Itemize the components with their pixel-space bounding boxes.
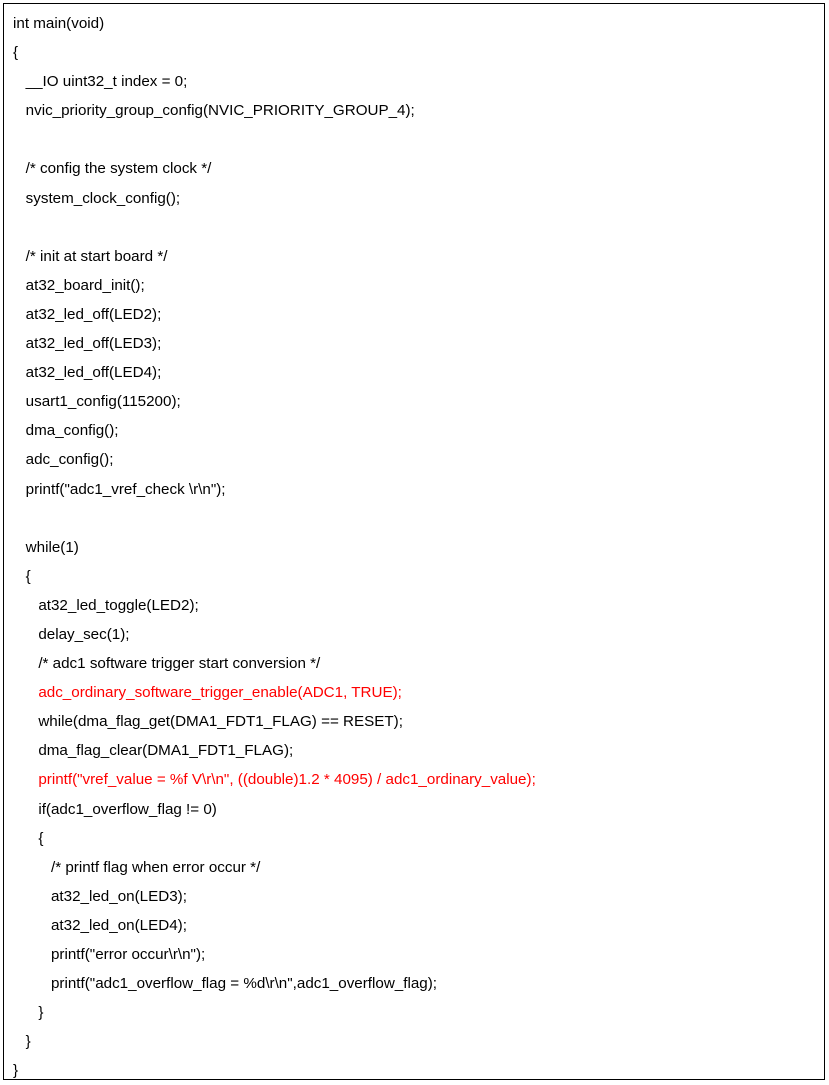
code-line: system_clock_config(); [13, 189, 181, 207]
code-line: at32_board_init(); [13, 276, 145, 294]
code-line: if(adc1_overflow_flag != 0) [13, 800, 217, 818]
code-line: at32_led_off(LED4); [13, 364, 162, 382]
code-line: /* init at start board */ [13, 247, 168, 265]
code-line: /* adc1 software trigger start conversion */ [13, 655, 321, 673]
code-line: } [13, 1062, 19, 1080]
code-line: at32_led_toggle(LED2); [13, 596, 199, 614]
code-line: delay_sec(1); [13, 625, 130, 643]
highlighted-code-line: adc_ordinary_software_trigger_enable(ADC1, TRUE); [13, 684, 402, 702]
code-line: printf("adc1_vref_check \r\n"); [13, 480, 226, 498]
code-line: while(1) [13, 538, 79, 556]
code-line: __IO uint32_t index = 0; [13, 73, 188, 91]
code-line: /* config the system clock */ [13, 160, 212, 178]
code-line: adc_config(); [13, 451, 114, 469]
code-listing-frame [3, 3, 825, 1080]
code-line [13, 213, 536, 242]
code-line: printf("adc1_overflow_flag = %d\r\n",adc1_overflow_flag); [13, 975, 438, 993]
code-line: { [13, 567, 31, 585]
code-line: at32_led_off(LED3); [13, 335, 162, 353]
code-line: at32_led_on(LED4); [13, 916, 187, 934]
code-line: while(dma_flag_get(DMA1_FDT1_FLAG) == RESET); [13, 713, 403, 731]
code-line: int main(void) [13, 15, 105, 32]
highlighted-code-line: printf("vref_value = %f V\r\n", ((double)1.2 * 4095) / adc1_ordinary_value); [13, 771, 536, 789]
code-line: at32_led_off(LED2); [13, 305, 162, 323]
code-line: dma_config(); [13, 422, 119, 440]
code-line: { [13, 829, 44, 847]
code-line [13, 504, 536, 533]
code-line: at32_led_on(LED3); [13, 887, 187, 905]
code-line: nvic_priority_group_config(NVIC_PRIORITY_GROUP_4); [13, 102, 415, 120]
code-line: usart1_config(115200); [13, 393, 181, 411]
code-line: /* printf flag when error occur */ [13, 858, 261, 876]
code-listing [13, 9, 536, 1085]
code-line: { [13, 44, 19, 62]
code-line: } [13, 1033, 31, 1051]
code-line: } [13, 1004, 44, 1022]
code-line: printf("error occur\r\n"); [13, 946, 206, 963]
code-line [13, 125, 536, 154]
code-line: dma_flag_clear(DMA1_FDT1_FLAG); [13, 742, 294, 760]
